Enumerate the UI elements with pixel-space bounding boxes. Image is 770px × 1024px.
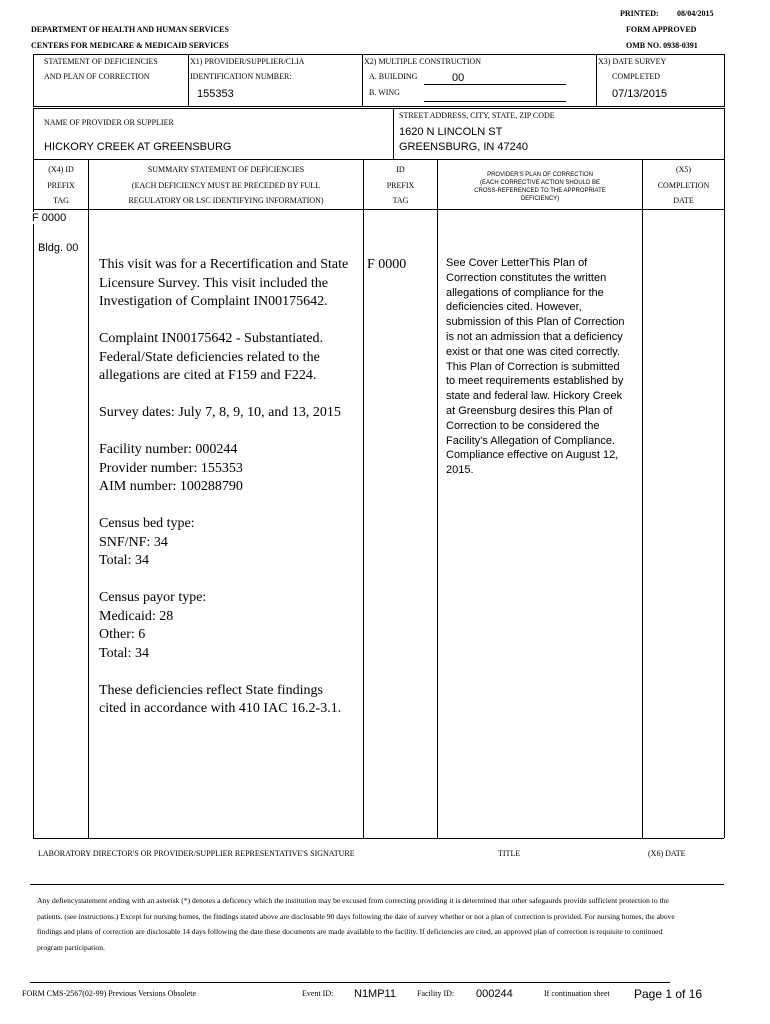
provider-id-value: 155353	[197, 88, 234, 100]
address-label: STREET ADDRESS, CITY, STATE, ZIP CODE	[399, 111, 555, 120]
summary-header-1: SUMMARY STATEMENT OF DEFICIENCIES	[147, 165, 305, 174]
provider-name-value: HICKORY CREEK AT GREENSBURG	[44, 141, 232, 153]
omb-number: OMB NO. 0938-0391	[626, 41, 698, 50]
tag-left: F 0000	[32, 212, 67, 224]
x1-label-1: X1) PROVIDER/SUPPLIER/CLIA	[190, 57, 305, 66]
building-label: A. BUILDING	[369, 72, 418, 81]
continuation-label: If continuation sheet	[544, 989, 610, 998]
summary-statement	[99, 256, 349, 737]
summary-paragraph: Census bed type: SNF/NF: 34 Total: 34	[99, 516, 195, 568]
id-header-1: ID	[396, 165, 405, 174]
x3-label-2: COMPLETED	[612, 72, 660, 81]
plan-header-3: CROSS-REFERENCED TO THE APPROPRIATE	[474, 188, 606, 194]
summary-header-2: (EACH DEFICIENCY MUST BE PRECEDED BY FULL	[131, 181, 321, 190]
event-id-value: N1MP11	[354, 988, 396, 1000]
summary-paragraph: Complaint IN00175642 - Substantiated. Federal/State deficiencies related to the allegations are cited at F159 and F224.	[99, 331, 323, 383]
plan-of-correction: See Cover LetterThis Plan of Correction constitutes the written allegations of compliance for the deficiencies cited. However, submission of this Plan of Correction is not an admission that a deficiency exist or that one was cited correctly. This Plan of Correction is submitted to meet requirements established by state and federal law. Hickory Creek at Greensburg desires this Plan of Correction to be considered the Facility's Allegation of Compliance. Compliance effective on August 12, 2015.	[446, 257, 625, 477]
x5-header-3: DATE	[673, 196, 694, 205]
x4-header-3: TAG	[53, 196, 69, 205]
building-tag: Bldg. 00	[38, 242, 79, 254]
event-id-label: Event ID:	[302, 989, 334, 998]
provider-name-label: NAME OF PROVIDER OR SUPPLIER	[44, 118, 174, 127]
plan-header-4: DEFICIENCY)	[520, 196, 560, 202]
plan-header-2: (EACH CORRECTIVE ACTION SHOULD BE	[479, 180, 601, 186]
summary-paragraph: This visit was for a Recertification and State Licensure Survey. This visit included the Investigation of Complaint IN00175642.	[99, 257, 349, 309]
wing-label: B. WING	[369, 88, 400, 97]
x1-label-2: IDENTIFICATION NUMBER:	[190, 72, 292, 81]
statement-label-2: AND PLAN OF CORRECTION	[44, 72, 150, 81]
title-label: TITLE	[498, 849, 521, 858]
tag-right: F 0000	[367, 257, 407, 272]
building-value: 00	[452, 72, 465, 84]
signature-label: LABORATORY DIRECTOR'S OR PROVIDER/SUPPLIER REPRESENTATIVE'S SIGNATURE	[38, 849, 355, 858]
id-header-2: PREFIX	[386, 181, 415, 190]
summary-paragraph: Survey dates: July 7, 8, 9, 10, and 13, 2015	[99, 405, 341, 420]
survey-date-value: 07/13/2015	[612, 88, 668, 100]
id-header-3: TAG	[392, 196, 409, 205]
x5-header-2: COMPLETION	[657, 181, 710, 190]
address-line-2: GREENSBURG, IN 47240	[399, 141, 528, 153]
summary-paragraph: Facility number: 000244 Provider number: 155353 AIM number: 100288790	[99, 442, 243, 494]
date-label: (X6) DATE	[648, 849, 686, 858]
department-title: DEPARTMENT OF HEALTH AND HUMAN SERVICES	[31, 25, 229, 34]
x3-label-1: X3) DATE SURVEY	[598, 57, 667, 66]
printed-date: 08/04/2015	[677, 9, 714, 18]
x4-header-2: PREFIX	[47, 181, 75, 190]
x5-header-1: (X5)	[675, 165, 692, 174]
statement-label-1: STATEMENT OF DEFICIENCIES	[44, 57, 158, 66]
centers-title: CENTERS FOR MEDICARE & MEDICAID SERVICES	[31, 41, 229, 50]
summary-paragraph: Census payor type: Medicaid: 28 Other: 6 Total: 34	[99, 590, 207, 661]
x2-label: X2) MULTIPLE CONSTRUCTION	[364, 57, 482, 66]
x4-header-1: (X4) ID	[48, 165, 74, 174]
form-number: FORM CMS-2567(02-99) Previous Versions Obsolete	[22, 989, 197, 998]
summary-paragraph: These deficiencies reflect State findings cited in accordance with 410 IAC 16.2-3.1.	[99, 682, 342, 716]
disclaimer-text: Any defiencystatement ending with an asterisk (*) denotes a deficency which the institution may be excused from correcting providing it is determined that other safegaurds provide sufficient protection to the patients. (see instructions.) Except for nursing homes, the findings stated above are disclosable 90 days following the date of survey whether or not a plan of correction is provided. For nursing homes, the above findings and plans of correction are disclosable 14 days following the date these documents are made available to the facility. If deficiencies are cited, an approved plan of correction is requisite to continued program participation.	[37, 896, 675, 952]
address-line-1: 1620 N LINCOLN ST	[399, 126, 503, 138]
plan-header-1: PROVIDER'S PLAN OF CORRECTION	[487, 172, 593, 178]
page-number: Page 1 of 16	[634, 987, 703, 1001]
form-approved: FORM APPROVED	[626, 25, 697, 34]
facility-id-label: Facility ID:	[417, 989, 455, 998]
summary-header-3: REGULATORY OR LSC IDENTIFYING INFORMATION)	[128, 196, 324, 205]
printed-label: PRINTED:	[620, 9, 659, 18]
facility-id-value: 000244	[476, 988, 513, 1000]
